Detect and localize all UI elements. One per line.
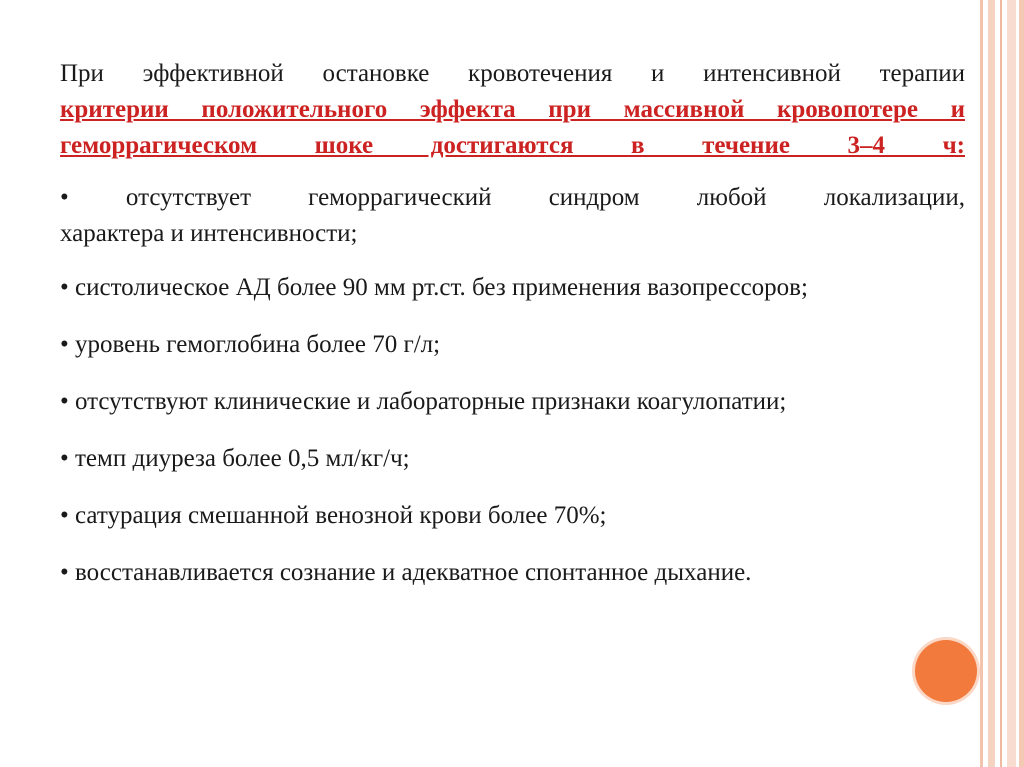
intro-paragraph — [60, 56, 965, 164]
list-item: • темп диуреза более 0,5 мл/кг/ч; — [60, 445, 410, 472]
criteria-heading: критерии положительного эффекта при массивной кровопотере и геморрагическом шоке достигаются в течение 3–4 ч: — [60, 96, 965, 159]
slide-content — [60, 56, 965, 612]
stripe — [980, 0, 983, 767]
stripe — [1007, 0, 1016, 767]
stripe — [1000, 0, 1002, 767]
list-item — [60, 180, 965, 252]
stripe — [988, 0, 995, 767]
list-item: • уровень гемоглобина более 70 г/л; — [60, 331, 441, 358]
decorative-stripes — [980, 0, 1024, 767]
list-item: • восстанавливается сознание и адекватное спонтанное дыхание. — [60, 559, 752, 586]
decorative-circle-icon — [915, 640, 977, 702]
intro-lead: При эффективной остановке кровотечения и интенсивной терапии — [60, 60, 965, 87]
list-item: • отсутствуют клинические и лабораторные признаки коагулопатии; — [60, 388, 787, 415]
list-item-line: характера и интенсивности; — [60, 220, 358, 247]
criteria-list — [60, 180, 965, 591]
list-item: • сатурация смешанной венозной крови более 70%; — [60, 502, 607, 529]
list-item: • систолическое АД более 90 мм рт.ст. без применения вазопрессоров; — [60, 274, 808, 301]
stripe — [1019, 0, 1024, 767]
list-item-line: • отсутствует геморрагический синдром любой локализации, — [60, 184, 965, 211]
